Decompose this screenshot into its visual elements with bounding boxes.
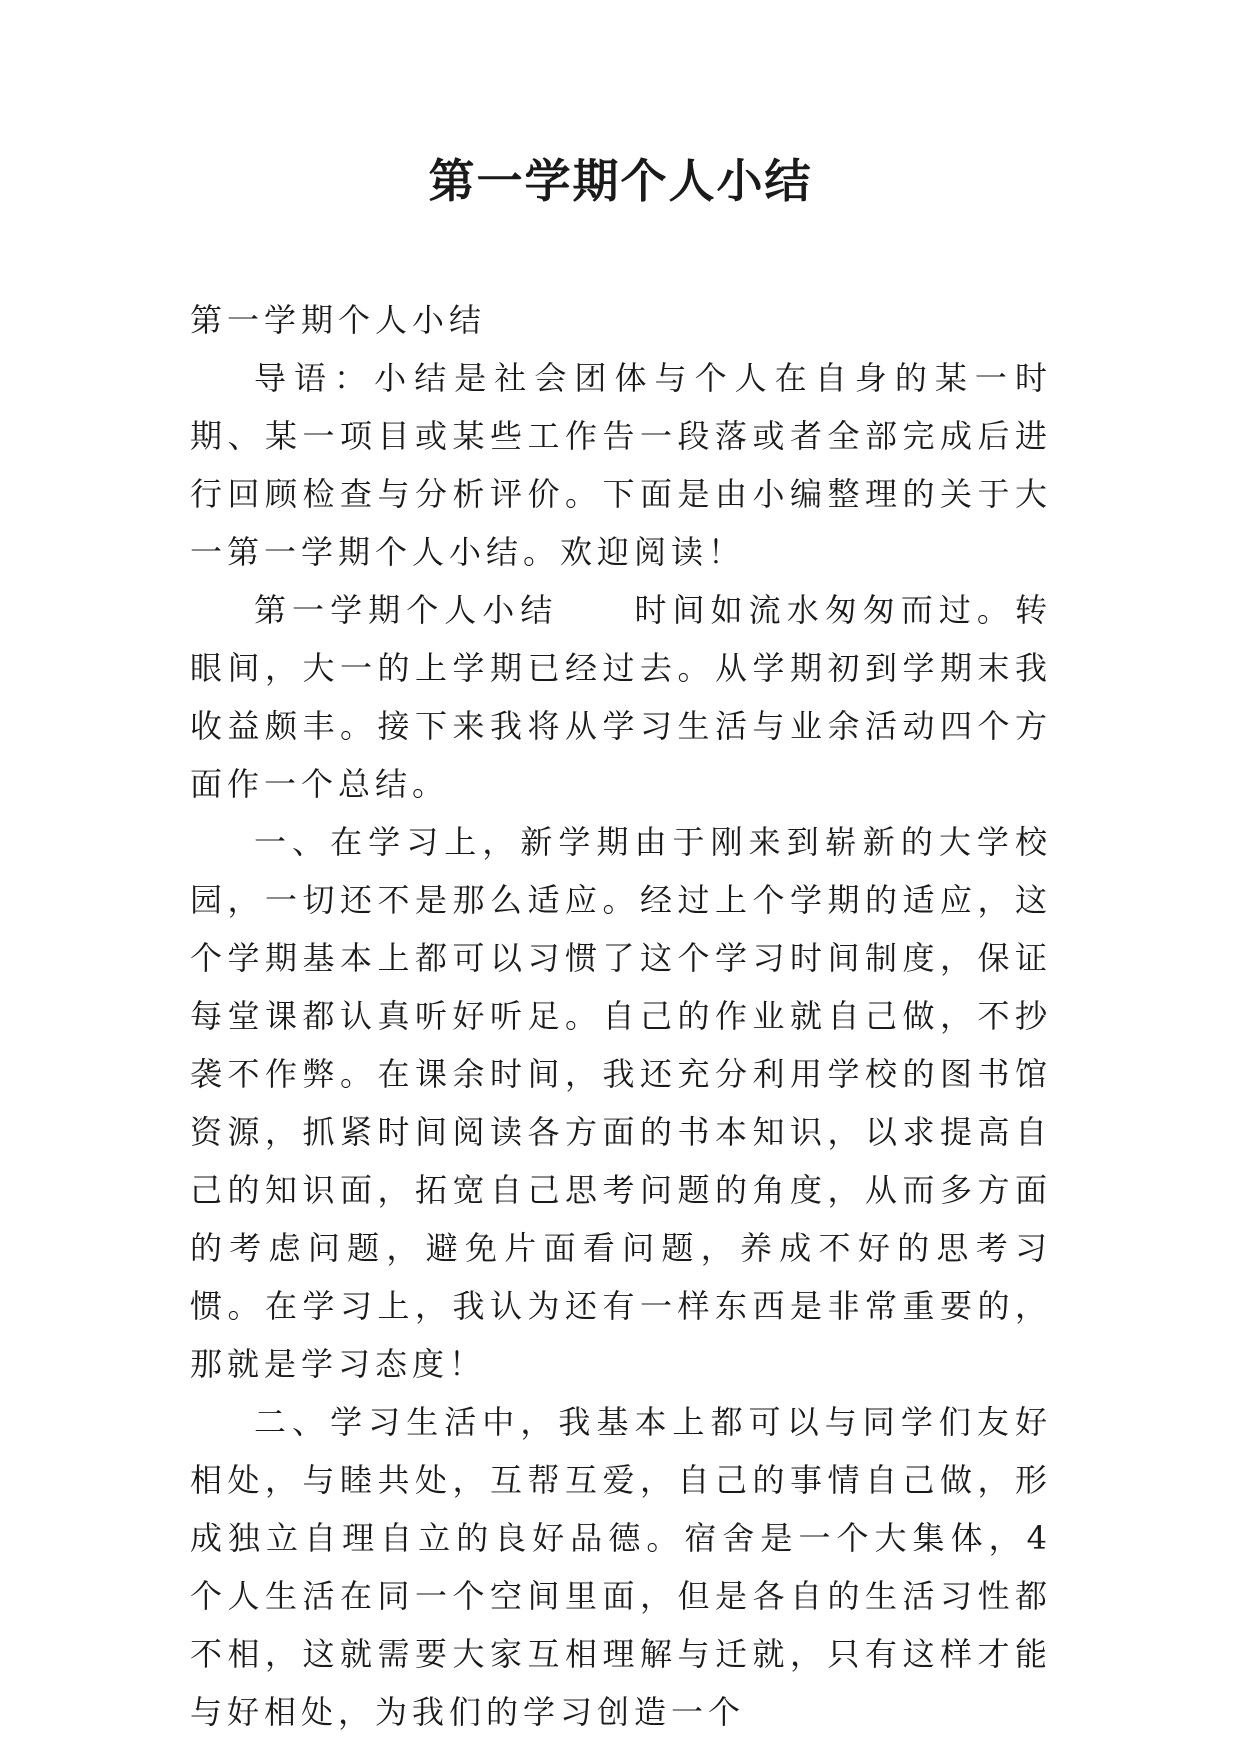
paragraph-study: 一、在学习上，新学期由于刚来到崭新的大学校园，一切还不是那么适应。经过上个学期的适应，这个学期基本上都可以习惯了这个学习时间制度，保证每堂课都认真听好听足。自己的作业就自己做，不抄袭不作弊。在课余时间，我还充分利用学校的图书馆资源，抓紧时间阅读各方面的书本知识，以求提高自己的知识面，拓宽自己思考问题的角度，从而多方面的考虑问题，避免片面看问题，养成不好的思考习惯。在学习上，我认为还有一样东西是非常重要的，那就是学习态度！ [190, 823, 1052, 1383]
document-body [190, 291, 1052, 1741]
paragraph-overview: 第一学期个人小结 时间如流水匆匆而过。转眼间，大一的上学期已经过去。从学期初到学期末我收益颇丰。接下来我将从学习生活与业余活动四个方面作一个总结。 [190, 591, 1052, 803]
document-title: 第一学期个人小结 [428, 154, 813, 208]
paragraph-life: 二、学习生活中，我基本上都可以与同学们友好相处，与睦共处，互帮互爱，自己的事情自己做，形成独立自理自立的良好品德。宿舍是一个大集体，4个人生活在同一个空间里面，但是各自的生活习性都不相，这就需要大家互相理解与迁就，只有这样才能与好相处，为我们的学习创造一个 [190, 1403, 1052, 1731]
paragraph-intro: 导语：小结是社会团体与个人在自身的某一时期、某一项目或某些工作告一段落或者全部完成后进行回顾检查与分析评价。下面是由小编整理的关于大一第一学期个人小结。欢迎阅读！ [190, 359, 1052, 571]
document-subtitle: 第一学期个人小结 [190, 301, 487, 339]
